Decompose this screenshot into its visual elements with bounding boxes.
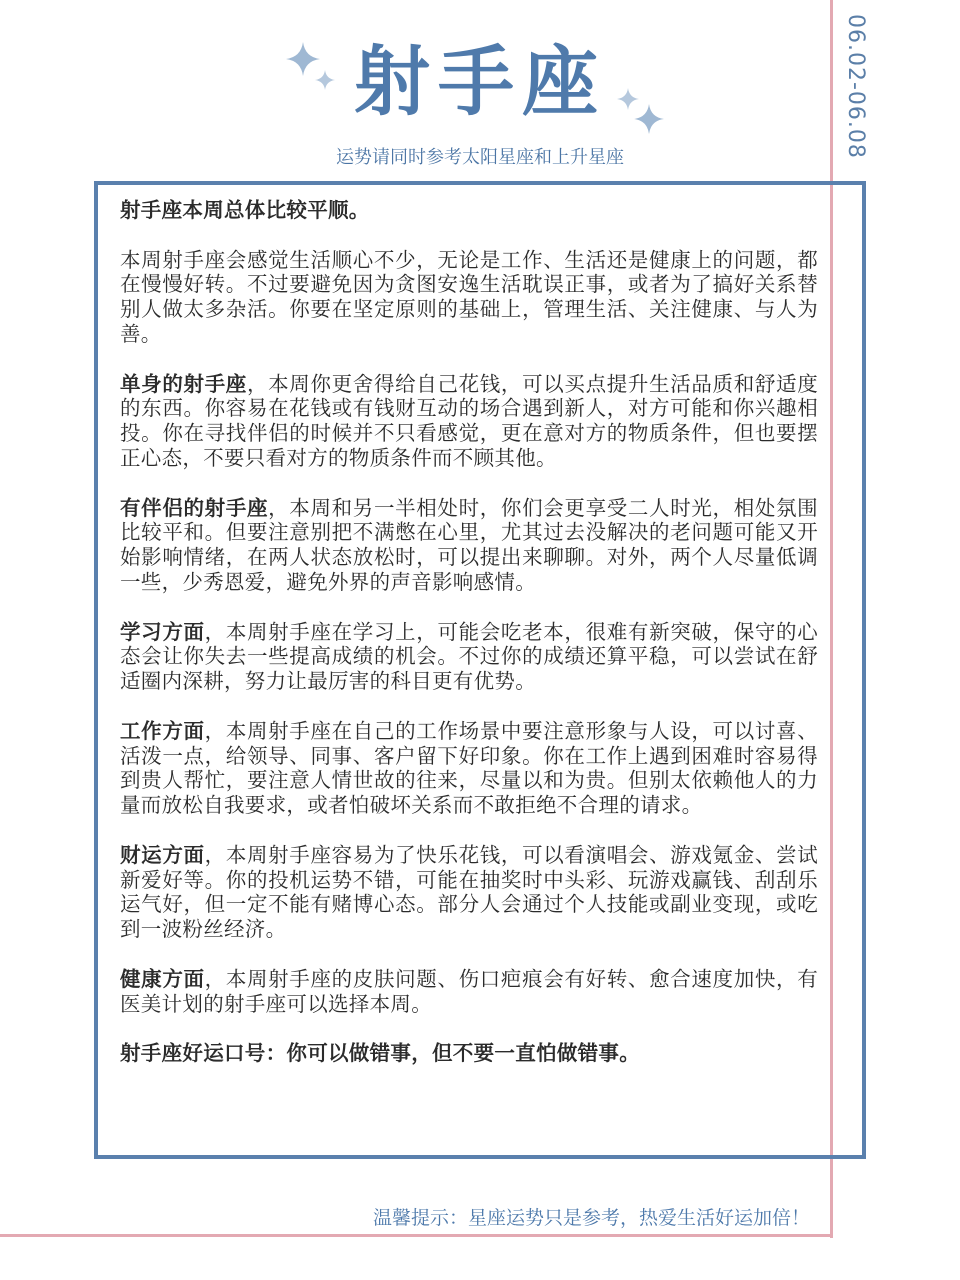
- couple-paragraph: [120, 496, 818, 595]
- subtitle: 运势请同时参考太阳星座和上升星座: [336, 147, 624, 168]
- single-paragraph: [120, 372, 818, 471]
- work-label: 工作方面: [120, 718, 205, 743]
- couple-label: 有伴侣的射手座: [120, 495, 269, 520]
- date-range: 06.02-06.08: [843, 14, 868, 159]
- wealth-text: ，本周射手座容易为了快乐花钱，可以看演唱会、游戏氪金、尝试新爱好等。你的投机运势不错，可能在抽奖时中头彩、玩游戏赢钱、刮刮乐运气好，但一定不能有赌博心态。部分人会通过个人技能或副业变现，或吃到一波粉丝经济。: [120, 842, 818, 942]
- overview-paragraph: 本周射手座会感觉生活顺心不少，无论是工作、生活还是健康上的问题，都在慢慢好转。不过要避免因为贪图安逸生活耽误正事，或者为了搞好关系替别人做太多杂活。你要在坚定原则的基础上，管理生活、关注健康、与人为善。: [120, 247, 818, 346]
- footer-tip: 温馨提示：星座运势只是参考，热爱生活好运加倍！: [372, 1207, 810, 1229]
- summary-paragraph: 射手座本周总体比较平顺。: [120, 198, 370, 222]
- study-text: ，本周射手座在学习上，可能会吃老本，很难有新突破，保守的心态会让你失去一些提高成绩的机会。不过你的成绩还算平稳，可以尝试在舒适圈内深耕，努力让最厉害的科目更有优势。: [120, 619, 818, 694]
- horoscope-content: [120, 198, 818, 1091]
- wealth-paragraph: [120, 843, 818, 942]
- study-label: 学习方面: [120, 619, 205, 644]
- single-label: 单身的射手座: [120, 371, 247, 396]
- pink-horizontal-line: [0, 1234, 833, 1237]
- health-paragraph: [120, 967, 818, 1017]
- single-text: ，本周你更舍得给自己花钱，可以买点提升生活品质和舒适度的东西。你容易在花钱或有钱财互动的场合遇到新人，对方可能和你兴趣相投。你在寻找伴侣的时候并不只看感觉，更在意对方的物质条件，但也要摆正心态，不要只看对方的物质条件而不顾其他。: [120, 371, 818, 470]
- study-paragraph: [120, 620, 818, 694]
- health-text: ，本周射手座的皮肤问题、伤口疤痕会有好转、愈合速度加快，有医美计划的射手座可以选择本周。: [120, 966, 818, 1016]
- health-label: 健康方面: [120, 966, 205, 991]
- slogan-paragraph: 射手座好运口号：你可以做错事，但不要一直怕做错事。: [120, 1041, 640, 1066]
- work-text: ，本周射手座在自己的工作场景中要注意形象与人设，可以讨喜、活泼一点，给领导、同事、客户留下好印象。你在工作上遇到困难时容易得到贵人帮忙，要注意人情世故的往来，尽量以和为贵。但别太依赖他人的力量而放松自我要求，或者怕破坏关系而不敢拒绝不合理的请求。: [120, 718, 818, 818]
- couple-text: ，本周和另一半相处时，你们会更享受二人时光，相处氛围比较平和。但要注意别把不满憋在心里，尤其过去没解决的老问题可能又开始影响情绪，在两人状态放松时，可以提出来聊聊。对外，两个人尽量低调一些，少秀恩爱，避免外界的声音影响感情。: [120, 495, 818, 594]
- wealth-label: 财运方面: [120, 842, 205, 867]
- work-paragraph: [120, 719, 818, 818]
- page-title: 射手座: [354, 37, 606, 126]
